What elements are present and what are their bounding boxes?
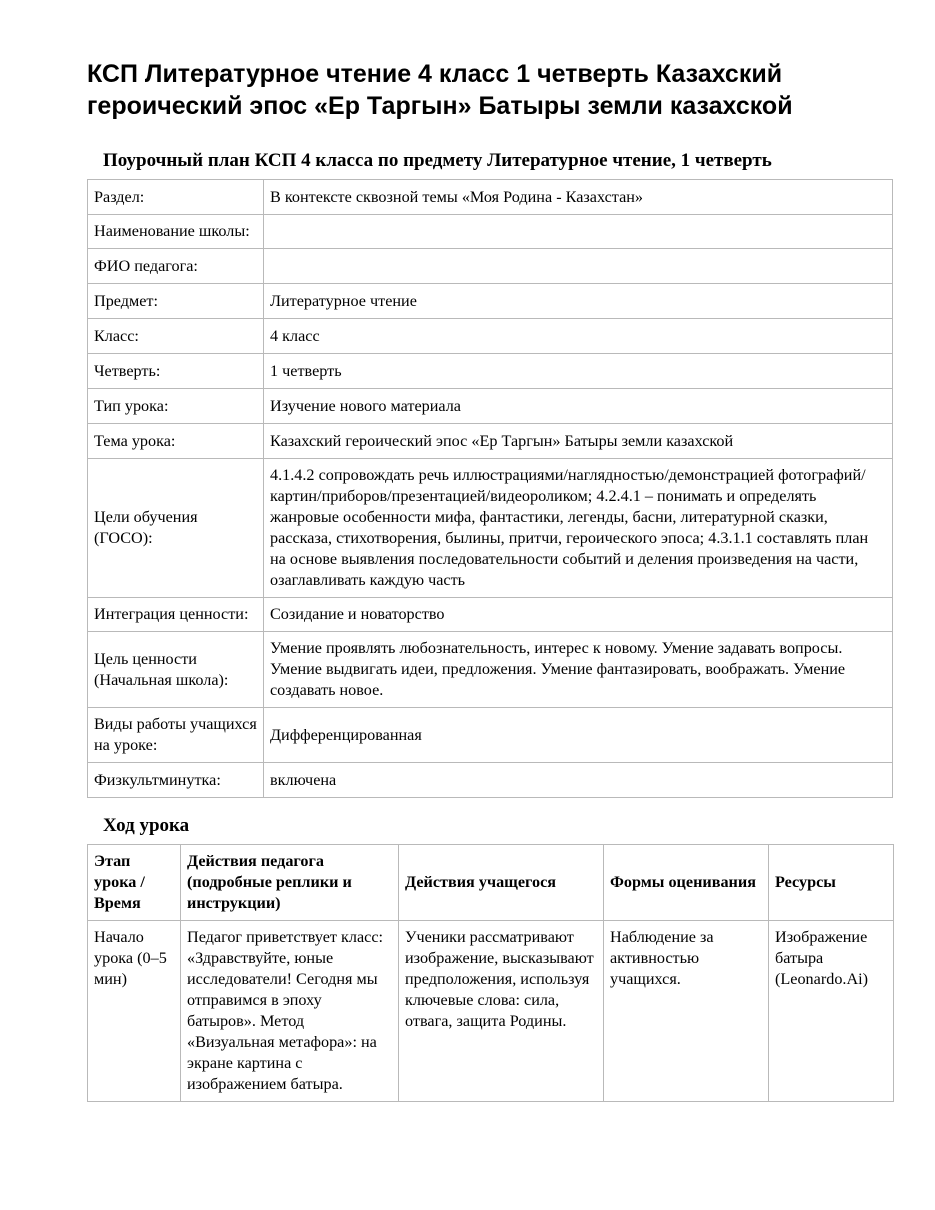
info-value: 4.1.4.2 сопровождать речь иллюстрациями/наглядностью/демонстрацией фотографий/картин/приборов/презентацией/видеороликом; 4.2.4.1 – понимать и определять жанровые особенности мифа, фантастики, легенды, басни, литературной сказки, рассказа, стихотворения, былины, притчи, героического эпоса; 4.3.1.1 составлять план на основе выявления последовательности событий и деления произведения на части, озаглавливать каждую часть (264, 459, 893, 598)
info-value: Казахский героический эпос «Ер Таргын» Батыры земли казахской (264, 424, 893, 459)
document-page (87, 58, 893, 1102)
info-value: Изучение нового материала (264, 389, 893, 424)
info-label: Тема урока: (88, 424, 264, 459)
info-label: Виды работы учащихся на уроке: (88, 708, 264, 763)
teacher-actions-cell: Педагог приветствует класс: «Здравствуйте, юные исследователи! Сегодня мы отправимся в эпоху батыров». Метод «Визуальная метафора»: на экране картина с изображением батыра. (181, 921, 399, 1102)
lesson-info-table (87, 179, 893, 798)
info-label: Класс: (88, 319, 264, 354)
info-row-physical-break (88, 763, 893, 798)
info-label: Тип урока: (88, 389, 264, 424)
info-row-value-goal (88, 632, 893, 708)
column-header-stage: Этап урока / Время (88, 845, 181, 921)
column-header-student-actions: Действия учащегося (399, 845, 604, 921)
info-label: Физкультминутка: (88, 763, 264, 798)
plan-heading: Поурочный план КСП 4 класса по предмету Литературное чтение, 1 четверть (103, 150, 772, 171)
info-value: Созидание и новаторство (264, 598, 893, 632)
info-label: Интеграция ценности: (88, 598, 264, 632)
column-header-resources: Ресурсы (769, 845, 894, 921)
info-row-section (88, 180, 893, 215)
info-label: Цель ценности (Начальная школа): (88, 632, 264, 708)
stages-header-row (88, 845, 894, 921)
info-value (264, 215, 893, 249)
info-label: Предмет: (88, 284, 264, 319)
info-row-subject (88, 284, 893, 319)
info-row-lesson-type (88, 389, 893, 424)
info-value: 1 четверть (264, 354, 893, 389)
info-value: В контексте сквозной темы «Моя Родина - Казахстан» (264, 180, 893, 215)
table-row (88, 921, 894, 1102)
stage-cell: Начало урока (0–5 мин) (88, 921, 181, 1102)
lesson-stages-table (87, 844, 894, 1102)
info-row-grade (88, 319, 893, 354)
info-label: Цели обучения (ГОСО): (88, 459, 264, 598)
info-value: Дифференцированная (264, 708, 893, 763)
info-value (264, 249, 893, 284)
info-value: Литературное чтение (264, 284, 893, 319)
info-value: включена (264, 763, 893, 798)
lesson-progress-heading: Ход урока (103, 815, 190, 836)
info-label: Наименование школы: (88, 215, 264, 249)
student-actions-cell: Ученики рассматривают изображение, высказывают предположения, используя ключевые слова: сила, отвага, защита Родины. (399, 921, 604, 1102)
info-label: Раздел: (88, 180, 264, 215)
resources-cell: Изображение батыра (Leonardo.Ai) (769, 921, 894, 1102)
info-row-lesson-topic (88, 424, 893, 459)
info-row-value-integration (88, 598, 893, 632)
info-row-school (88, 215, 893, 249)
column-header-teacher-actions: Действия педагога (подробные реплики и инструкции) (181, 845, 399, 921)
column-header-assessment: Формы оценивания (604, 845, 769, 921)
info-row-learning-objectives (88, 459, 893, 598)
info-row-teacher (88, 249, 893, 284)
info-value: Умение проявлять любознательность, интерес к новому. Умение задавать вопросы. Умение выдвигать идеи, предложения. Умение фантазировать, воображать. Умение создавать новое. (264, 632, 893, 708)
document-title: КСП Литературное чтение 4 класс 1 четверть Казахский героический эпос «Ер Таргын» Батыры земли казахской (87, 60, 793, 120)
info-row-work-types (88, 708, 893, 763)
info-row-quarter (88, 354, 893, 389)
info-label: Четверть: (88, 354, 264, 389)
info-value: 4 класс (264, 319, 893, 354)
info-label: ФИО педагога: (88, 249, 264, 284)
assessment-cell: Наблюдение за активностью учащихся. (604, 921, 769, 1102)
